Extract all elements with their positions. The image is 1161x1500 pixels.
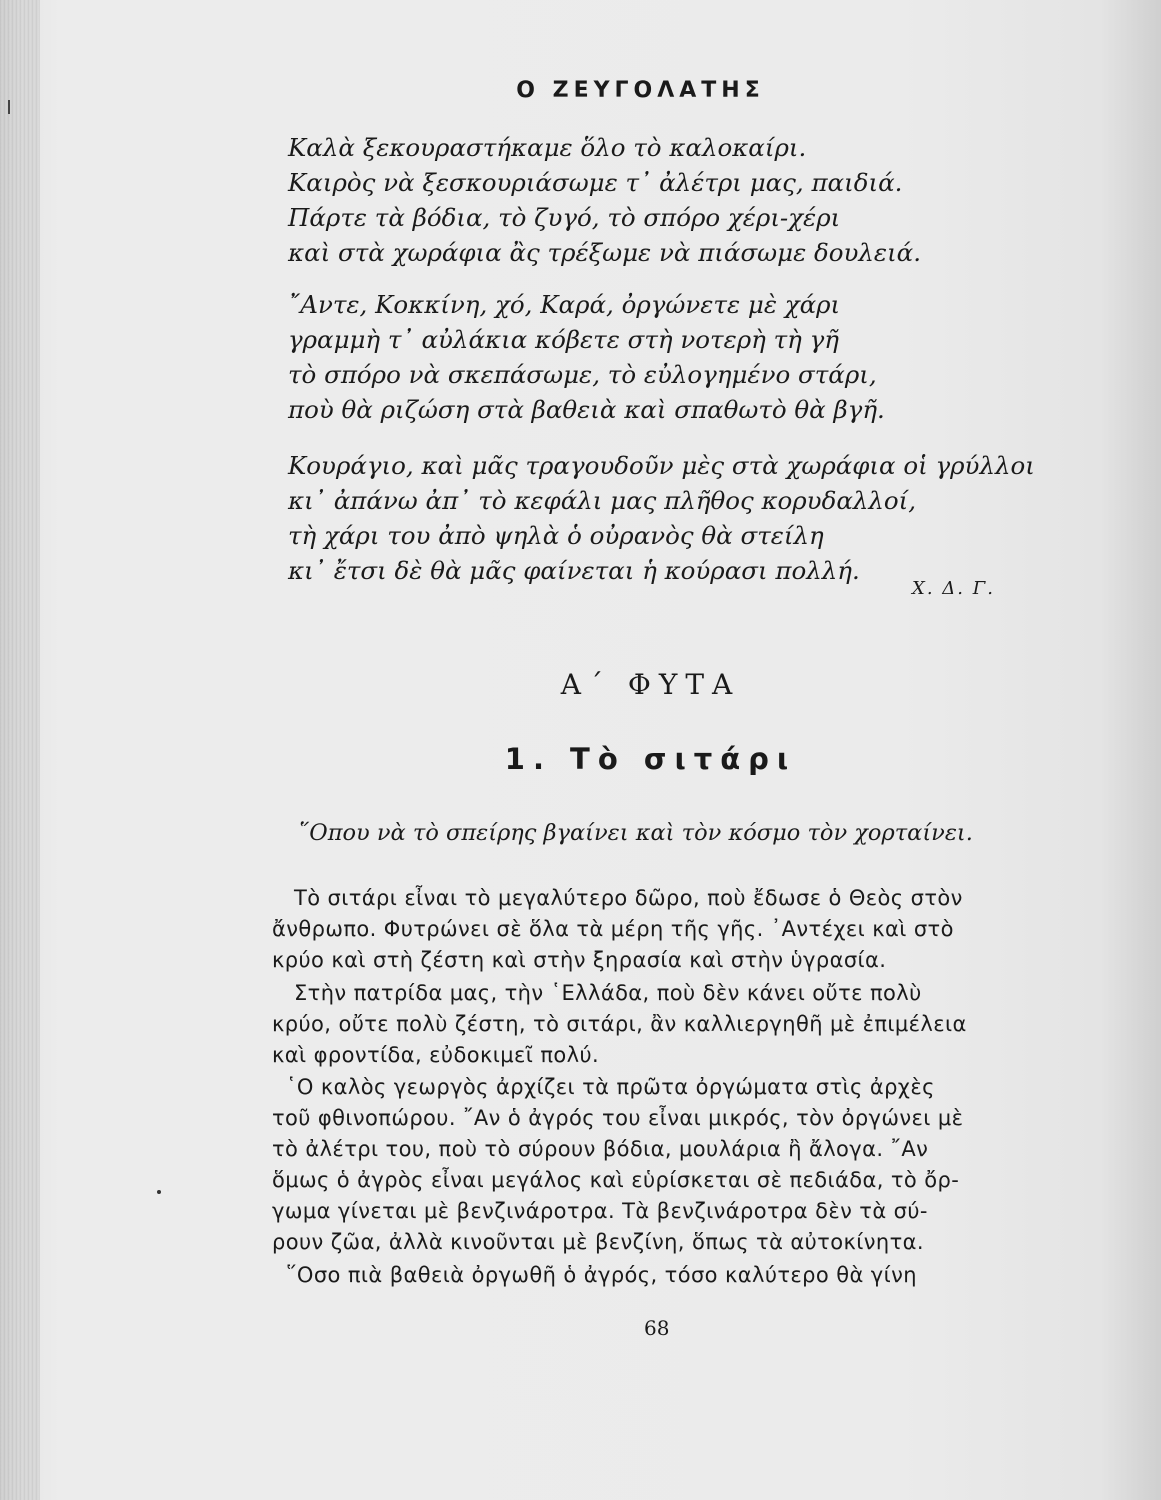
body-paragraph-3 [272, 1072, 1102, 1258]
text-line: κρύο καὶ στὴ ζέστη καὶ στὴν ξηρασία καὶ στὴν ὑγρασία. [272, 948, 887, 972]
poem-line: Καλὰ ξεκουραστήκαμε ὅλο τὸ καλοκαίρι. [288, 133, 807, 162]
poem-stanza-3 [288, 448, 1048, 588]
chapter-heading: 1. Τὸ σιτάρι [504, 742, 797, 776]
section-heading: Α΄ ΦΥΤΑ [560, 668, 741, 701]
poem-stanza-1 [288, 130, 1048, 270]
poem-line: καὶ στὰ χωράφια ἂς τρέξωμε νὰ πιάσωμε δουλειά. [288, 238, 922, 267]
text-line: τὸ ἀλέτρι του, ποὺ τὸ σύρουν βόδια, μουλάρια ἢ ἄλογα. ῎Αν [272, 1137, 929, 1161]
poem-line: Καιρὸς νὰ ξεσκουριάσωμε τ᾽ ἀλέτρι μας, παιδιά. [288, 168, 903, 197]
body-paragraph-2 [272, 978, 1102, 1071]
chapter-proverb: ῞Οπου νὰ τὸ σπείρης βγαίνει καὶ τὸν κόσμο τὸν χορταίνει. [298, 820, 973, 846]
poem-line: ποὺ θὰ ριζώση στὰ βαθειὰ καὶ σπαθωτὸ θὰ βγῆ. [288, 395, 885, 424]
text-line: γωμα γίνεται μὲ βενζινάροτρα. Τὰ βενζινάροτρα δὲν τὰ σύ- [272, 1199, 928, 1223]
text-line: κρύο, οὔτε πολὺ ζέστη, τὸ σιτάρι, ἂν καλλιεργηθῆ μὲ ἐπιμέλεια [272, 1012, 967, 1036]
text-line: Στὴν πατρίδα μας, τὴν ῾Ελλάδα, ποὺ δὲν κάνει οὔτε πολὺ [294, 981, 922, 1005]
text-line: καὶ φροντίδα, εὐδοκιμεῖ πολύ. [272, 1043, 600, 1067]
text-line: ἄνθρωπο. Φυτρώνει σὲ ὅλα τὰ μέρη τῆς γῆς. ᾿Αντέχει καὶ στὸ [272, 917, 954, 941]
text-line: ῾Ο καλὸς γεωργὸς ἀρχίζει τὰ πρῶτα ὀργώματα στὶς ἀρχὲς [286, 1075, 935, 1099]
text-line: ὅμως ὁ ἀγρὸς εἶναι μεγάλος καὶ εὑρίσκεται σὲ πεδιάδα, τὸ ὄρ- [272, 1168, 960, 1192]
poem-line: κι᾽ ἔτσι δὲ θὰ μᾶς φαίνεται ἡ κούρασι πολλή. [288, 556, 860, 585]
poem-title: Ο ΖΕΥΓΟΛΑΤΗΣ [516, 78, 765, 103]
poem-line: Κουράγιο, καὶ μᾶς τραγουδοῦν μὲς στὰ χωράφια οἱ γρύλλοι [288, 451, 1035, 480]
text-line: ρουν ζῶα, ἀλλὰ κινοῦνται μὲ βενζίνη, ὅπως τὰ αὐτοκίνητα. [272, 1230, 924, 1254]
poem-line: κι᾽ ἀπάνω ἀπ᾽ τὸ κεφάλι μας πλῆθος κορυδαλλοί, [288, 486, 917, 515]
poem-line: ῎Αντε, Κοκκίνη, χό, Καρά, ὀργώνετε μὲ χάρι [288, 290, 841, 319]
page-number: 68 [644, 1316, 670, 1340]
body-paragraph-4 [272, 1260, 1102, 1291]
poem-line: τὴ χάρι του ἀπὸ ψηλὰ ὁ οὐρανὸς θὰ στείλη [288, 521, 824, 550]
ink-speck [157, 1190, 161, 1194]
poem-signature: Χ. Δ. Γ. [912, 578, 995, 599]
poem-line: γραμμὴ τ᾽ αὐλάκια κόβετε στὴ νοτερὴ τὴ γῆ [288, 325, 839, 354]
poem-stanza-2 [288, 287, 1048, 427]
text-line: τοῦ φθινοπώρου. ῎Αν ὁ ἀγρός του εἶναι μικρός, τὸν ὀργώνει μὲ [272, 1106, 964, 1130]
body-paragraph-1 [272, 883, 1102, 976]
text-line: Τὸ σιτάρι εἶναι τὸ μεγαλύτερο δῶρο, ποὺ ἔδωσε ὁ Θεὸς στὸν [294, 886, 963, 910]
poem-line: Πάρτε τὰ βόδια, τὸ ζυγό, τὸ σπόρο χέρι-χέρι [288, 203, 841, 232]
poem-line: τὸ σπόρο νὰ σκεπάσωμε, τὸ εὐλογημένο στάρι, [288, 360, 877, 389]
text-line: ῞Οσο πιὰ βαθειὰ ὀργωθῆ ὁ ἀγρός, τόσο καλύτερο θὰ γίνη [286, 1263, 917, 1287]
